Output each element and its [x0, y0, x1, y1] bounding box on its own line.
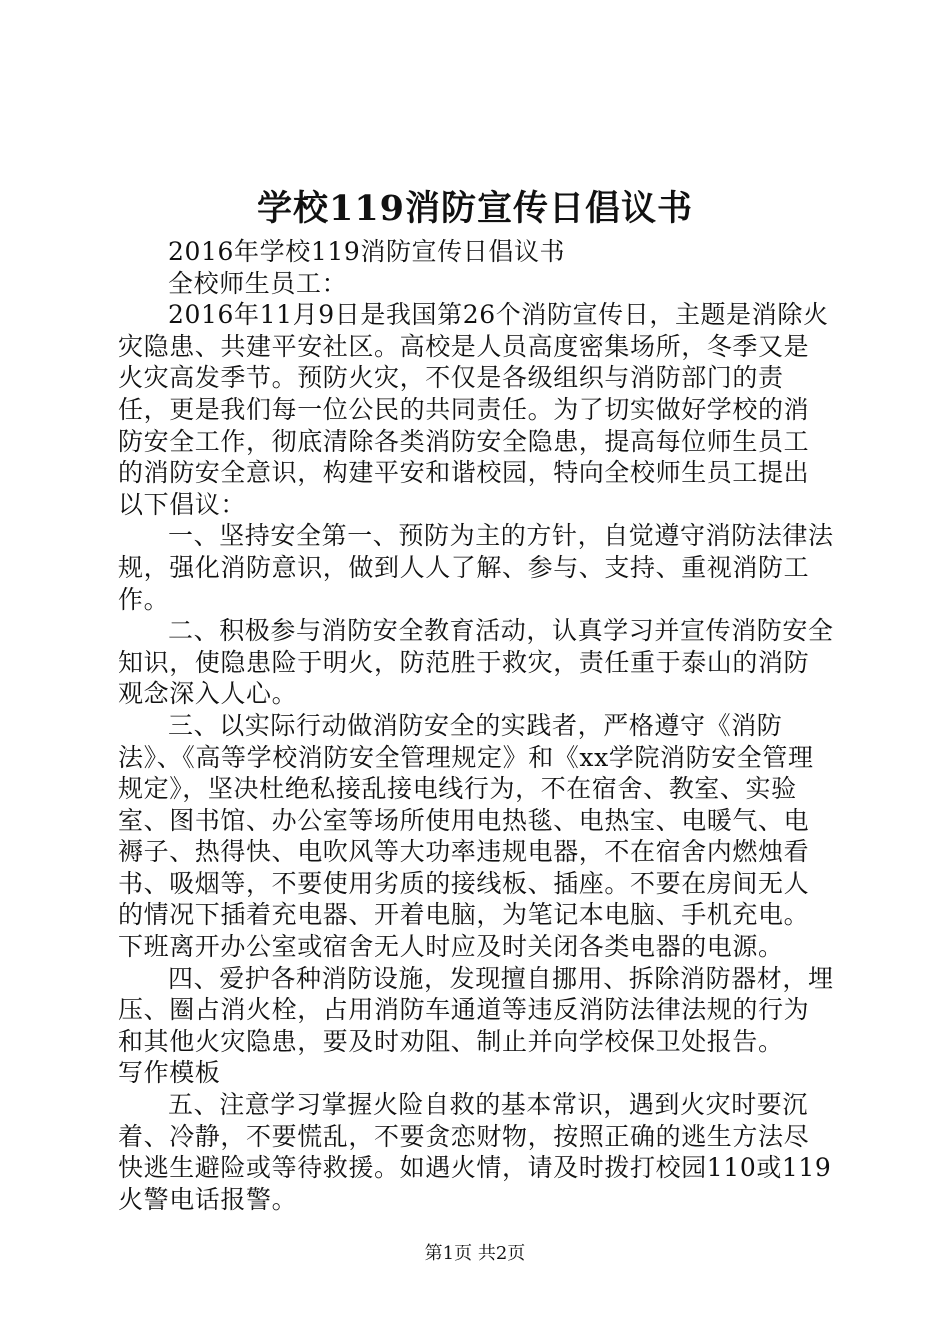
- paragraph-salutation: 全校师生员工：: [168, 268, 348, 298]
- paragraph-item-1: 一、坚持安全第一、预防为主的方针，自觉遵守消防法律法规，强化消防意识，做到人人了解、参与、支持、重视消防工作。: [118, 521, 834, 614]
- paragraph-item-4: 四、爱护各种消防设施，发现擅自挪用、拆除消防器材，埋压、圈占消火栓，占用消防车通道等违反消防法律法规的行为和其他火灾隐患，要及时劝阻、制止并向学校保卫处报告。: [118, 963, 834, 1056]
- paragraph-item-3: 三、以实际行动做消防安全的实践者，严格遵守《消防法》、《高等学校消防安全管理规定》和《xx学院消防安全管理规定》，坚决杜绝私接乱接电线行为，不在宿舍、教室、实验室、图书馆、办公室等场所使用电热毯、电热宝、电暖气、电褥子、热得快、电吹风等大功率违规电器，不在宿舍内燃烛看书、吸烟等，不要使用劣质的接线板、插座。不要在房间无人的情况下插着充电器、开着电脑，为笔记本电脑、手机充电。下班离开办公室或宿舍无人时应及时关闭各类电器的电源。: [118, 710, 814, 962]
- paragraph-subtitle: 2016年学校119消防宣传日倡议书: [168, 237, 566, 266]
- paragraph-item-5: 五、注意学习掌握火险自救的基本常识，遇到火灾时要沉着、冷静，不要慌乱，不要贪恋财物，按照正确的逃生方法尽快逃生避险或等待救援。如遇火情，请及时拨打校园110或119火警电话报警。: [118, 1090, 832, 1214]
- document-title: 学校119消防宣传日倡议书: [256, 188, 694, 229]
- paragraph-intro: 2016年11月9日是我国第26个消防宣传日，主题是消除火灾隐患、共建平安社区。高校是人员高度密集场所，冬季又是火灾高发季节。预防火灾，不仅是各级组织与消防部门的责任，更是我们每一位公民的共同责任。为了切实做好学校的消防安全工作，彻底清除各类消防安全隐患，提高每位师生员工的消防安全意识，构建平安和谐校园，特向全校师生员工提出以下倡议：: [118, 300, 829, 519]
- paragraph-template-note: 写作模板: [118, 1058, 221, 1088]
- page-number-footer: 第1页 共2页: [424, 1243, 526, 1264]
- document-body: [118, 236, 834, 1215]
- paragraph-item-2: 二、积极参与消防安全教育活动，认真学习并宣传消防安全知识，使隐患险于明火，防范胜于救灾，责任重于泰山的消防观念深入人心。: [118, 616, 834, 709]
